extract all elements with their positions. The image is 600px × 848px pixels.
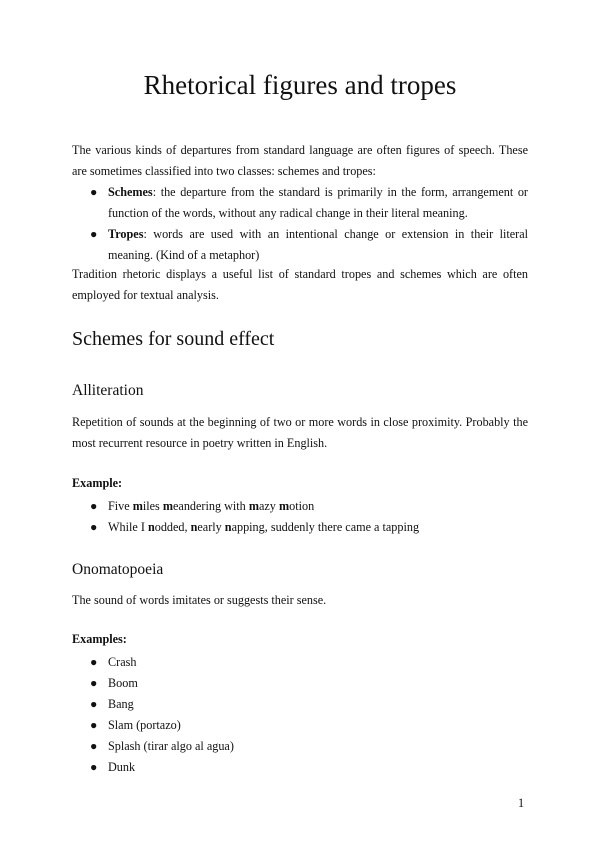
list-item — [72, 715, 528, 736]
bullet-icon: ● — [90, 185, 98, 199]
list-item — [72, 517, 528, 538]
example-text: iles — [142, 499, 163, 513]
example-text: Five — [108, 499, 133, 513]
list-item — [72, 736, 528, 757]
example-text: apping, suddenly there came a tapping — [231, 520, 420, 534]
list-item — [72, 757, 528, 778]
example-text: eandering with — [173, 499, 249, 513]
example-text: Dunk — [108, 760, 136, 774]
example-text: Boom — [108, 676, 138, 690]
list-item — [72, 652, 528, 673]
section-heading: Schemes for sound effect — [72, 328, 275, 350]
bullet-icon: ● — [90, 739, 98, 753]
bullet-icon: ● — [90, 718, 98, 732]
example-text: odded, — [154, 520, 191, 534]
onomatopoeia-examples — [72, 652, 528, 778]
onomatopoeia-heading: Onomatopoeia — [72, 561, 164, 578]
list-item-text: : the departure from the standard is primarily in the form, arrangement or function of the words, without any radical change in their literal meaning. — [108, 185, 528, 220]
page-title: Rhetorical figures and tropes — [143, 70, 457, 100]
bullet-icon: ● — [90, 697, 98, 711]
list-item-text: : words are used with an intentional change or extension in their literal meaning. (Kind of a metaphor) — [108, 227, 528, 262]
bullet-icon: ● — [90, 499, 98, 513]
alliteration-letter: n — [190, 520, 198, 534]
bullet-icon: ● — [90, 655, 98, 669]
list-item — [72, 694, 528, 715]
example-text: Crash — [108, 655, 137, 669]
list-item — [72, 224, 528, 266]
tradition-paragraph: Tradition rhetoric displays a useful list of standard tropes and schemes which are often employed for textual analysis. — [72, 267, 528, 302]
bullet-icon: ● — [90, 676, 98, 690]
alliteration-letter: n — [224, 520, 232, 534]
list-item-term: Schemes — [108, 185, 153, 199]
classification-list — [72, 182, 528, 266]
list-item-term: Tropes — [108, 227, 144, 241]
alliteration-letter: n — [147, 520, 155, 534]
example-text: Slam (portazo) — [108, 718, 181, 732]
example-text: Splash (tirar algo al agua) — [108, 739, 234, 753]
list-item — [72, 673, 528, 694]
alliteration-heading: Alliteration — [72, 382, 144, 399]
example-text: early — [197, 520, 225, 534]
alliteration-example-label: Example: — [72, 476, 123, 490]
alliteration-letter: m — [132, 499, 143, 513]
alliteration-letter: m — [162, 499, 174, 513]
page-number: 1 — [518, 796, 525, 810]
alliteration-description: Repetition of sounds at the beginning of two or more words in close proximity. Probably the most recurrent resource in poetry written in English. — [72, 415, 528, 450]
bullet-icon: ● — [90, 760, 98, 774]
onomatopoeia-example-label: Examples: — [72, 632, 127, 646]
example-text: azy — [258, 499, 279, 513]
bullet-icon: ● — [90, 227, 98, 241]
example-text: While I — [108, 520, 148, 534]
list-item — [72, 496, 528, 517]
intro-paragraph: The various kinds of departures from standard language are often figures of speech. These are sometimes classified into two classes: schemes and tropes: — [72, 143, 528, 178]
bullet-icon: ● — [90, 520, 98, 534]
list-item — [72, 182, 528, 224]
example-text: otion — [289, 499, 315, 513]
alliteration-examples — [72, 496, 528, 538]
alliteration-letter: m — [278, 499, 290, 513]
onomatopoeia-description: The sound of words imitates or suggests their sense. — [72, 593, 327, 607]
alliteration-letter: m — [248, 499, 259, 513]
example-text: Bang — [108, 697, 134, 711]
